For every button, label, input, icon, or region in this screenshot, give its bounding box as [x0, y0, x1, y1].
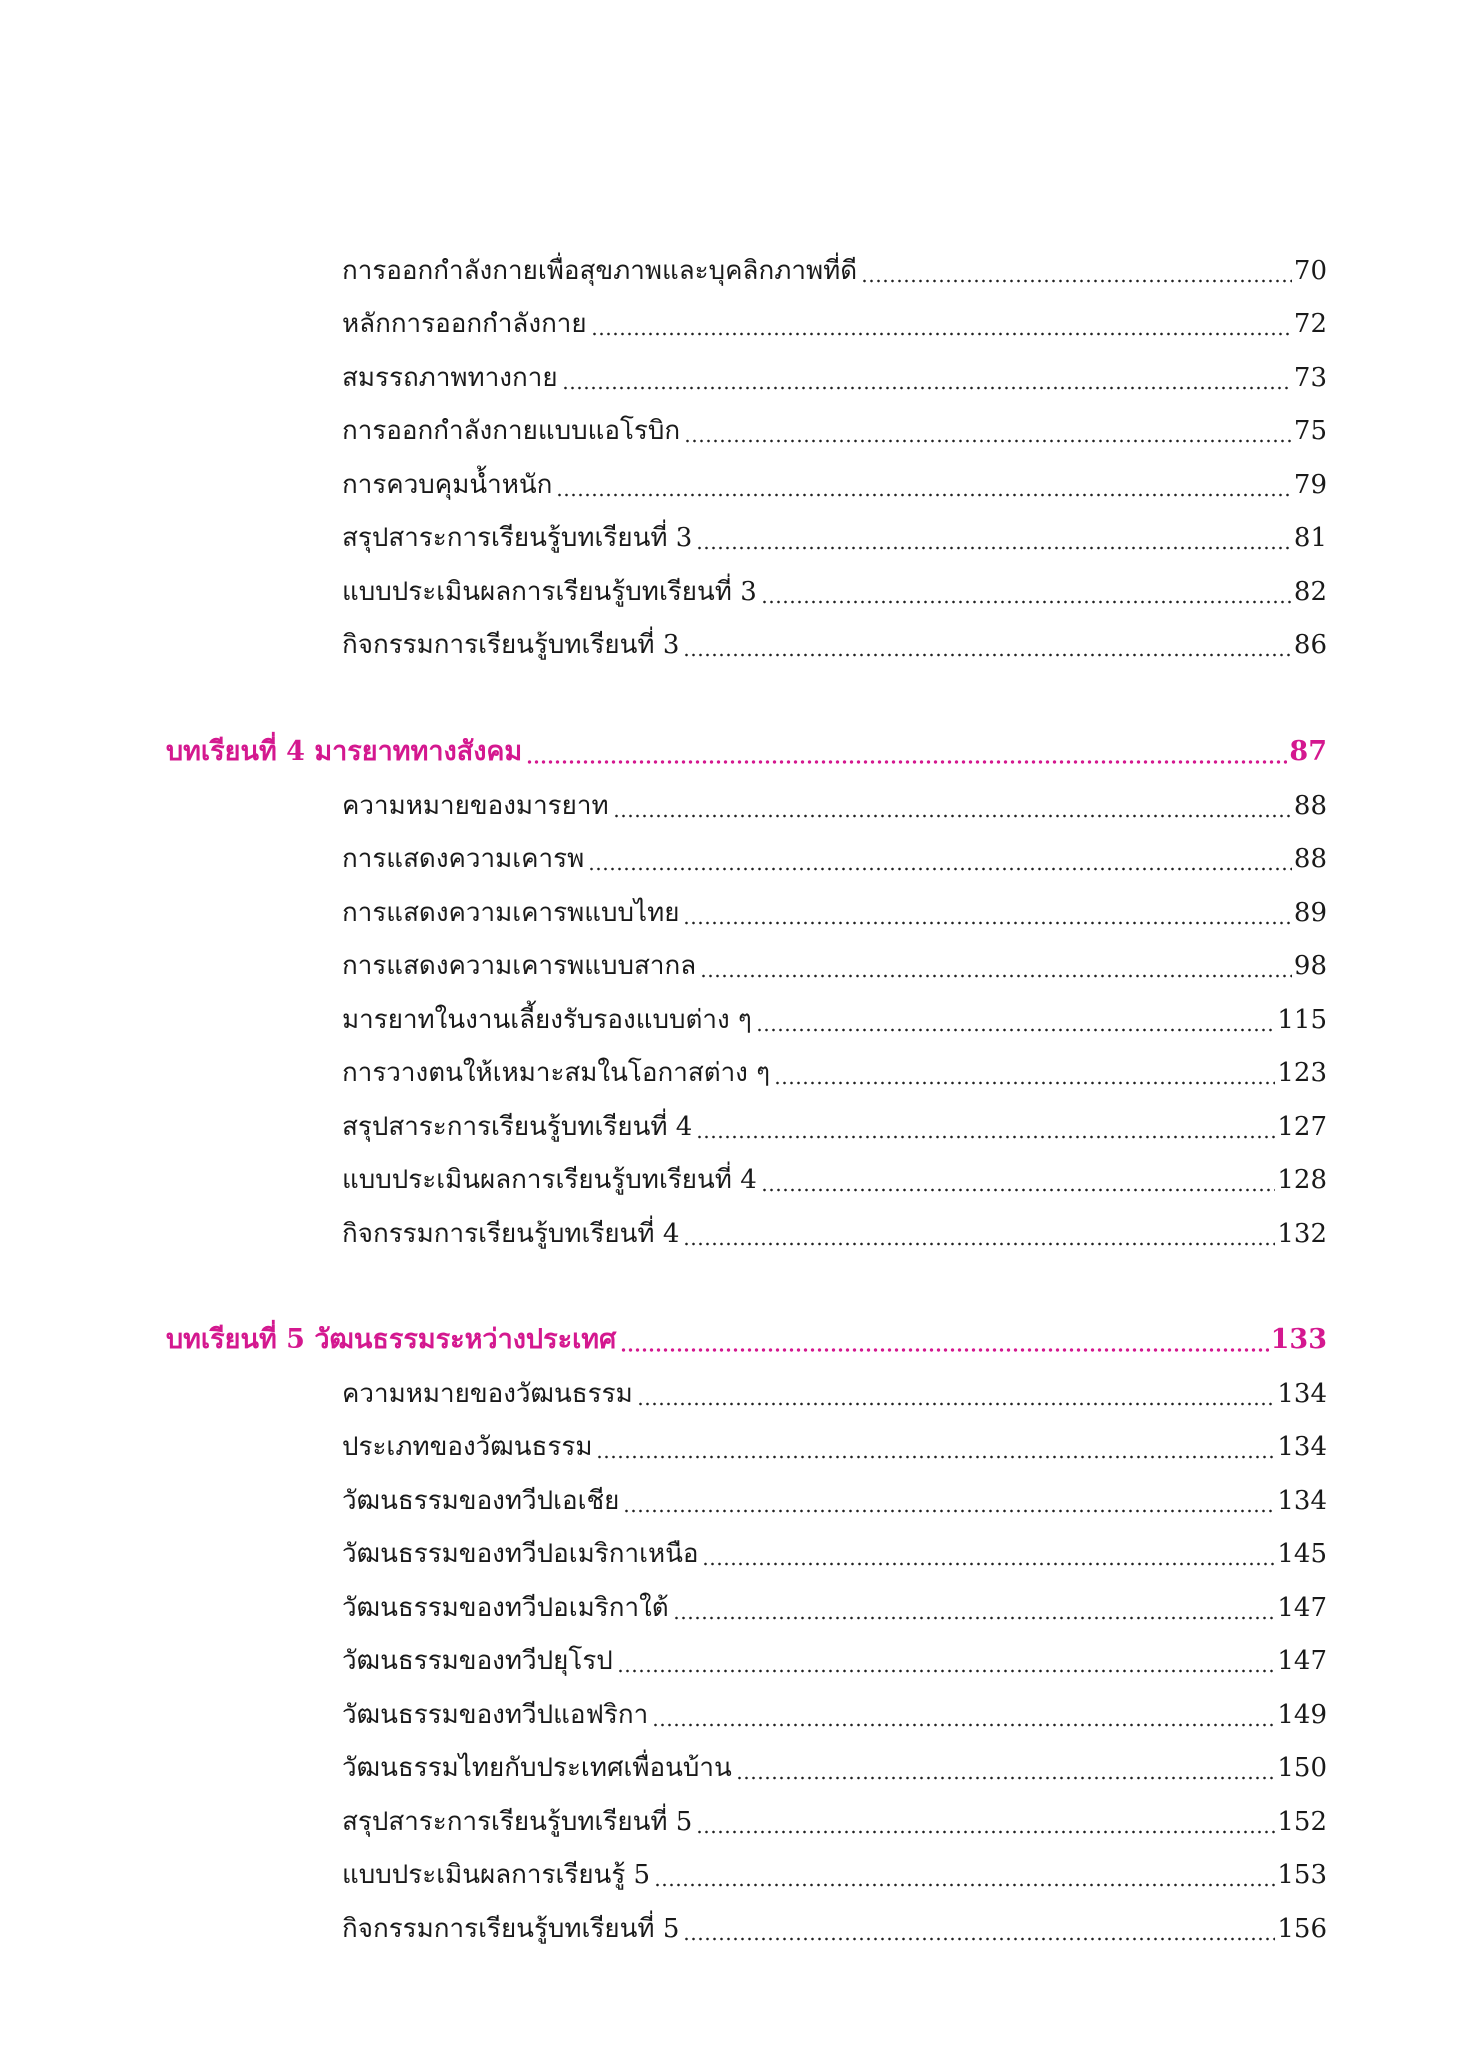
toc-entry[interactable] — [342, 625, 1327, 665]
toc-entry[interactable] — [342, 1695, 1327, 1735]
toc-entry-page: 73 — [1293, 363, 1327, 393]
toc-entry[interactable] — [342, 1214, 1327, 1254]
toc-entry-page: 88 — [1293, 791, 1327, 821]
toc-entry[interactable] — [342, 1588, 1327, 1628]
toc-entry-title: การแสดงความเคารพ — [342, 844, 585, 874]
toc-entry[interactable] — [342, 1641, 1327, 1681]
toc-entry-title: ความหมายของมารยาท — [342, 791, 609, 821]
toc-entry-title: สรุปสาระการเรียนรู้บทเรียนที่ 3 — [342, 523, 693, 553]
toc-entry[interactable] — [342, 1855, 1327, 1895]
dot-leader — [683, 1214, 1275, 1254]
dot-leader — [736, 1748, 1276, 1788]
toc-entry[interactable] — [342, 893, 1327, 933]
toc-entry-page: 70 — [1293, 256, 1327, 286]
dot-leader — [702, 1534, 1275, 1574]
dot-leader — [556, 465, 1292, 505]
dot-leader — [620, 1320, 1268, 1360]
dot-leader — [596, 1427, 1275, 1467]
dot-leader — [761, 1160, 1276, 1200]
toc-entry-page: 75 — [1293, 416, 1327, 446]
toc-entry-title: วัฒนธรรมไทยกับประเทศเพื่อนบ้าน — [342, 1753, 732, 1783]
dot-leader — [654, 1855, 1275, 1895]
toc-entry-page: 156 — [1277, 1914, 1327, 1944]
toc-entry-title: วัฒนธรรมของทวีปอเมริกาใต้ — [342, 1593, 669, 1623]
toc-entry-title: การแสดงความเคารพแบบไทย — [342, 898, 680, 928]
toc-entry-title: แบบประเมินผลการเรียนรู้ 5 — [342, 1860, 651, 1890]
dot-leader — [683, 893, 1291, 933]
toc-entry-page: 145 — [1277, 1539, 1327, 1569]
toc-entry[interactable] — [342, 572, 1327, 612]
toc-entry-page: 150 — [1277, 1753, 1327, 1783]
dot-leader — [683, 625, 1292, 665]
chapter-page: 87 — [1289, 736, 1327, 767]
chapter-page: 133 — [1270, 1324, 1327, 1355]
toc-entry-title: สรุปสาระการเรียนรู้บทเรียนที่ 4 — [342, 1112, 693, 1142]
toc-entry[interactable] — [342, 1481, 1327, 1521]
toc-entry-title: สรุปสาระการเรียนรู้บทเรียนที่ 5 — [342, 1807, 693, 1837]
toc-entry[interactable] — [342, 411, 1327, 451]
chapter-title: บทเรียนที่ 5 วัฒนธรรมระหว่างประเทศ — [166, 1324, 617, 1355]
toc-entry-page: 86 — [1293, 630, 1327, 660]
dot-leader — [588, 839, 1292, 879]
dot-leader — [673, 1588, 1276, 1628]
toc-entry-title: กิจกรรมการเรียนรู้บทเรียนที่ 3 — [342, 630, 680, 660]
toc-entry-title: แบบประเมินผลการเรียนรู้บทเรียนที่ 4 — [342, 1165, 757, 1195]
dot-leader — [613, 786, 1292, 826]
toc-entry-page: 82 — [1293, 577, 1327, 607]
toc-entry-title: ความหมายของวัฒนธรรม — [342, 1379, 633, 1409]
toc-entry-title: วัฒนธรรมของทวีปเอเชีย — [342, 1486, 620, 1516]
toc-entry-page: 115 — [1277, 1005, 1327, 1035]
toc-entry-page: 134 — [1277, 1486, 1327, 1516]
toc-entry[interactable] — [342, 1374, 1327, 1414]
toc-entry[interactable] — [342, 1000, 1327, 1040]
dot-leader — [652, 1695, 1275, 1735]
toc-entry-title: วัฒนธรรมของทวีปยุโรป — [342, 1646, 613, 1676]
toc-entry-page: 98 — [1293, 951, 1327, 981]
toc-entry[interactable] — [342, 251, 1327, 291]
dot-leader — [756, 1000, 1275, 1040]
toc-entry-page: 128 — [1277, 1165, 1327, 1195]
toc-entry-page: 132 — [1277, 1219, 1327, 1249]
dot-leader — [637, 1374, 1276, 1414]
toc-entry-page: 123 — [1277, 1058, 1327, 1088]
toc-entry[interactable] — [342, 465, 1327, 505]
toc-entry-page: 89 — [1293, 898, 1327, 928]
toc-entry[interactable] — [342, 1534, 1327, 1574]
toc-entry[interactable] — [342, 518, 1327, 558]
toc-entry-title: กิจกรรมการเรียนรู้บทเรียนที่ 5 — [342, 1914, 680, 1944]
toc-entry[interactable] — [342, 1053, 1327, 1093]
toc-entry[interactable] — [342, 1427, 1327, 1467]
toc-entry[interactable] — [342, 1107, 1327, 1147]
toc-entry[interactable] — [342, 1802, 1327, 1842]
toc-entry-page: 134 — [1277, 1379, 1327, 1409]
toc-entry[interactable] — [342, 1748, 1327, 1788]
toc-entry-page: 152 — [1277, 1807, 1327, 1837]
toc-entry[interactable] — [342, 786, 1327, 826]
chapter-title: บทเรียนที่ 4 มารยาททางสังคม — [166, 736, 523, 767]
toc-entry-page: 153 — [1277, 1860, 1327, 1890]
toc-entry[interactable] — [342, 839, 1327, 879]
toc-entry-title: การออกกำลังกายเพื่อสุขภาพและบุคลิกภาพที่ดี — [342, 256, 858, 286]
toc-entry-page: 127 — [1277, 1112, 1327, 1142]
dot-leader — [591, 304, 1292, 344]
dot-leader — [684, 411, 1292, 451]
toc-entry-title: แบบประเมินผลการเรียนรู้บทเรียนที่ 3 — [342, 577, 757, 607]
toc-entry-page: 147 — [1277, 1646, 1327, 1676]
dot-leader — [696, 518, 1292, 558]
dot-leader — [774, 1053, 1275, 1093]
toc-entry-page: 88 — [1293, 844, 1327, 874]
dot-leader — [526, 732, 1287, 772]
dot-leader — [617, 1641, 1276, 1681]
toc-entry-page: 147 — [1277, 1593, 1327, 1623]
toc-entry[interactable] — [342, 1160, 1327, 1200]
chapter-heading[interactable] — [166, 1320, 1327, 1360]
dot-leader — [761, 572, 1292, 612]
dot-leader — [683, 1909, 1275, 1949]
toc-entry-page: 134 — [1277, 1432, 1327, 1462]
chapter-heading[interactable] — [166, 732, 1327, 772]
dot-leader — [623, 1481, 1275, 1521]
toc-entry-title: กิจกรรมการเรียนรู้บทเรียนที่ 4 — [342, 1219, 680, 1249]
dot-leader — [861, 251, 1292, 291]
toc-entry-title: ประเภทของวัฒนธรรม — [342, 1432, 593, 1462]
toc-entry-title: มารยาทในงานเลี้ยงรับรองแบบต่าง ๆ — [342, 1005, 752, 1035]
toc-entry-page: 72 — [1293, 309, 1327, 339]
dot-leader — [700, 946, 1292, 986]
toc-entry[interactable] — [342, 946, 1327, 986]
toc-entry-page: 149 — [1277, 1700, 1327, 1730]
toc-entry-title: การออกกำลังกายแบบแอโรบิก — [342, 416, 681, 446]
toc-entry-title: การวางตนให้เหมาะสมในโอกาสต่าง ๆ — [342, 1058, 771, 1088]
toc-entry-page: 81 — [1293, 523, 1327, 553]
toc-entry-title: วัฒนธรรมของทวีปอเมริกาเหนือ — [342, 1539, 699, 1569]
toc-entry-title: การควบคุมน้ำหนัก — [342, 470, 553, 500]
dot-leader — [696, 1107, 1275, 1147]
dot-leader — [562, 358, 1292, 398]
dot-leader — [696, 1802, 1275, 1842]
toc-entry[interactable] — [342, 358, 1327, 398]
toc-entry-page: 79 — [1293, 470, 1327, 500]
toc-entry-title: หลักการออกกำลังกาย — [342, 309, 587, 339]
toc-entry-title: การแสดงความเคารพแบบสากล — [342, 951, 697, 981]
toc-entry[interactable] — [342, 304, 1327, 344]
toc-entry[interactable] — [342, 1909, 1327, 1949]
toc-entry-title: วัฒนธรรมของทวีปแอฟริกา — [342, 1700, 649, 1730]
toc-entry-title: สมรรถภาพทางกาย — [342, 363, 558, 393]
